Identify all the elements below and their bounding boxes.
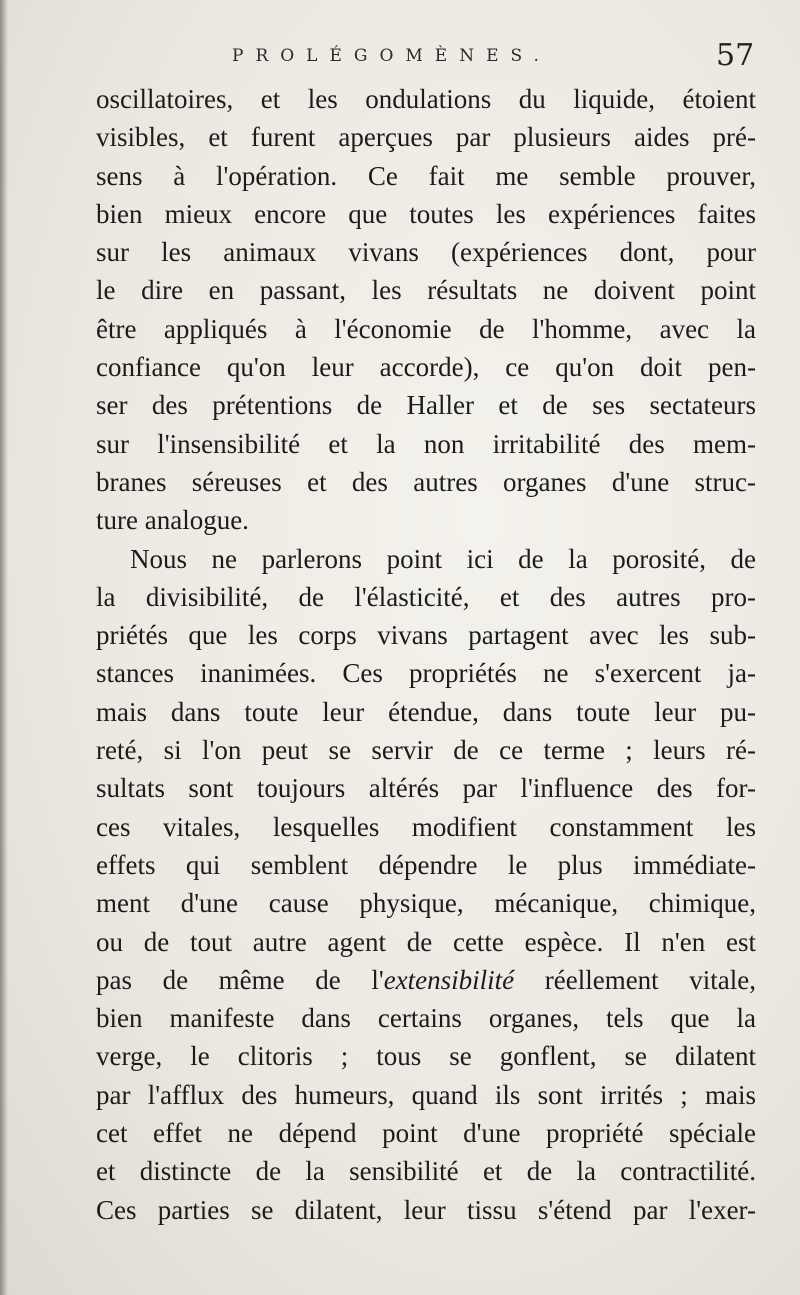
text-line: être appliqués à l'économie de l'homme, avec la — [96, 313, 756, 344]
text-line: sur les animaux vivans (expériences dont, pour — [96, 237, 756, 268]
text-line-paragraph-start: Nous ne parlerons point ici de la porosité, de — [130, 543, 756, 574]
text-line: ou de tout autre agent de cette espèce. Il n'en est — [96, 926, 756, 957]
text-line: priétés que les corps vivans partagent avec les sub- — [96, 620, 756, 651]
text-segment: pas de même de l' — [96, 964, 384, 995]
text-line: confiance qu'on leur accorde), ce qu'on doit pen- — [96, 352, 756, 383]
text-line: effets qui semblent dépendre le plus immédiate- — [96, 849, 756, 880]
running-head: PROLÉGOMÈNES. — [232, 46, 551, 66]
text-line: et distincte de la sensibilité et de la contractilité. — [96, 1156, 756, 1187]
text-line: sur l'insensibilité et la non irritabilité des mem- — [96, 428, 756, 459]
page-number: 57 — [716, 38, 755, 73]
text-line: Ces parties se dilatent, leur tissu s'étend par l'exer- — [96, 1194, 756, 1225]
text-segment: réellement vitale, — [514, 964, 757, 995]
text-line: ser des prétentions de Haller et de ses sectateurs — [96, 390, 756, 421]
page-header — [0, 38, 800, 78]
body-text — [96, 80, 756, 1229]
italic-term: extensibilité — [383, 964, 515, 995]
text-line: branes séreuses et des autres organes d'une struc- — [96, 466, 756, 497]
text-line: ces vitales, lesquelles modifient constamment les — [96, 811, 756, 842]
text-line: bien manifeste dans certains organes, tels que la — [96, 1003, 756, 1034]
text-line: mais dans toute leur étendue, dans toute leur pu- — [96, 696, 756, 727]
text-line: verge, le clitoris ; tous se gonflent, se dilatent — [96, 1041, 756, 1072]
text-line: stances inanimées. Ces propriétés ne s'exercent ja- — [96, 658, 756, 689]
text-line: sultats sont toujours altérés par l'influence des for- — [96, 773, 756, 804]
text-line: sens à l'opération. Ce fait me semble prouver, — [96, 160, 756, 191]
text-line: cet effet ne dépend point d'une propriété spéciale — [96, 1118, 756, 1149]
text-line: visibles, et furent aperçues par plusieurs aides pré- — [96, 122, 756, 153]
text-line: bien mieux encore que toutes les expériences faites — [96, 198, 756, 229]
text-line: le dire en passant, les résultats ne doivent point — [96, 275, 756, 306]
text-line-with-emphasis — [96, 961, 756, 999]
text-line: par l'afflux des humeurs, quand ils sont irrités ; mais — [96, 1079, 756, 1110]
page-binding-shadow — [0, 0, 8, 1295]
text-line: ment d'une cause physique, mécanique, chimique, — [96, 888, 756, 919]
text-line: la divisibilité, de l'élasticité, et des autres pro- — [96, 581, 756, 612]
text-line: reté, si l'on peut se servir de ce terme ; leurs ré- — [96, 735, 756, 766]
text-line-paragraph-end: ture analogue. — [96, 505, 249, 536]
text-line: oscillatoires, et les ondulations du liquide, étoient — [96, 84, 756, 114]
